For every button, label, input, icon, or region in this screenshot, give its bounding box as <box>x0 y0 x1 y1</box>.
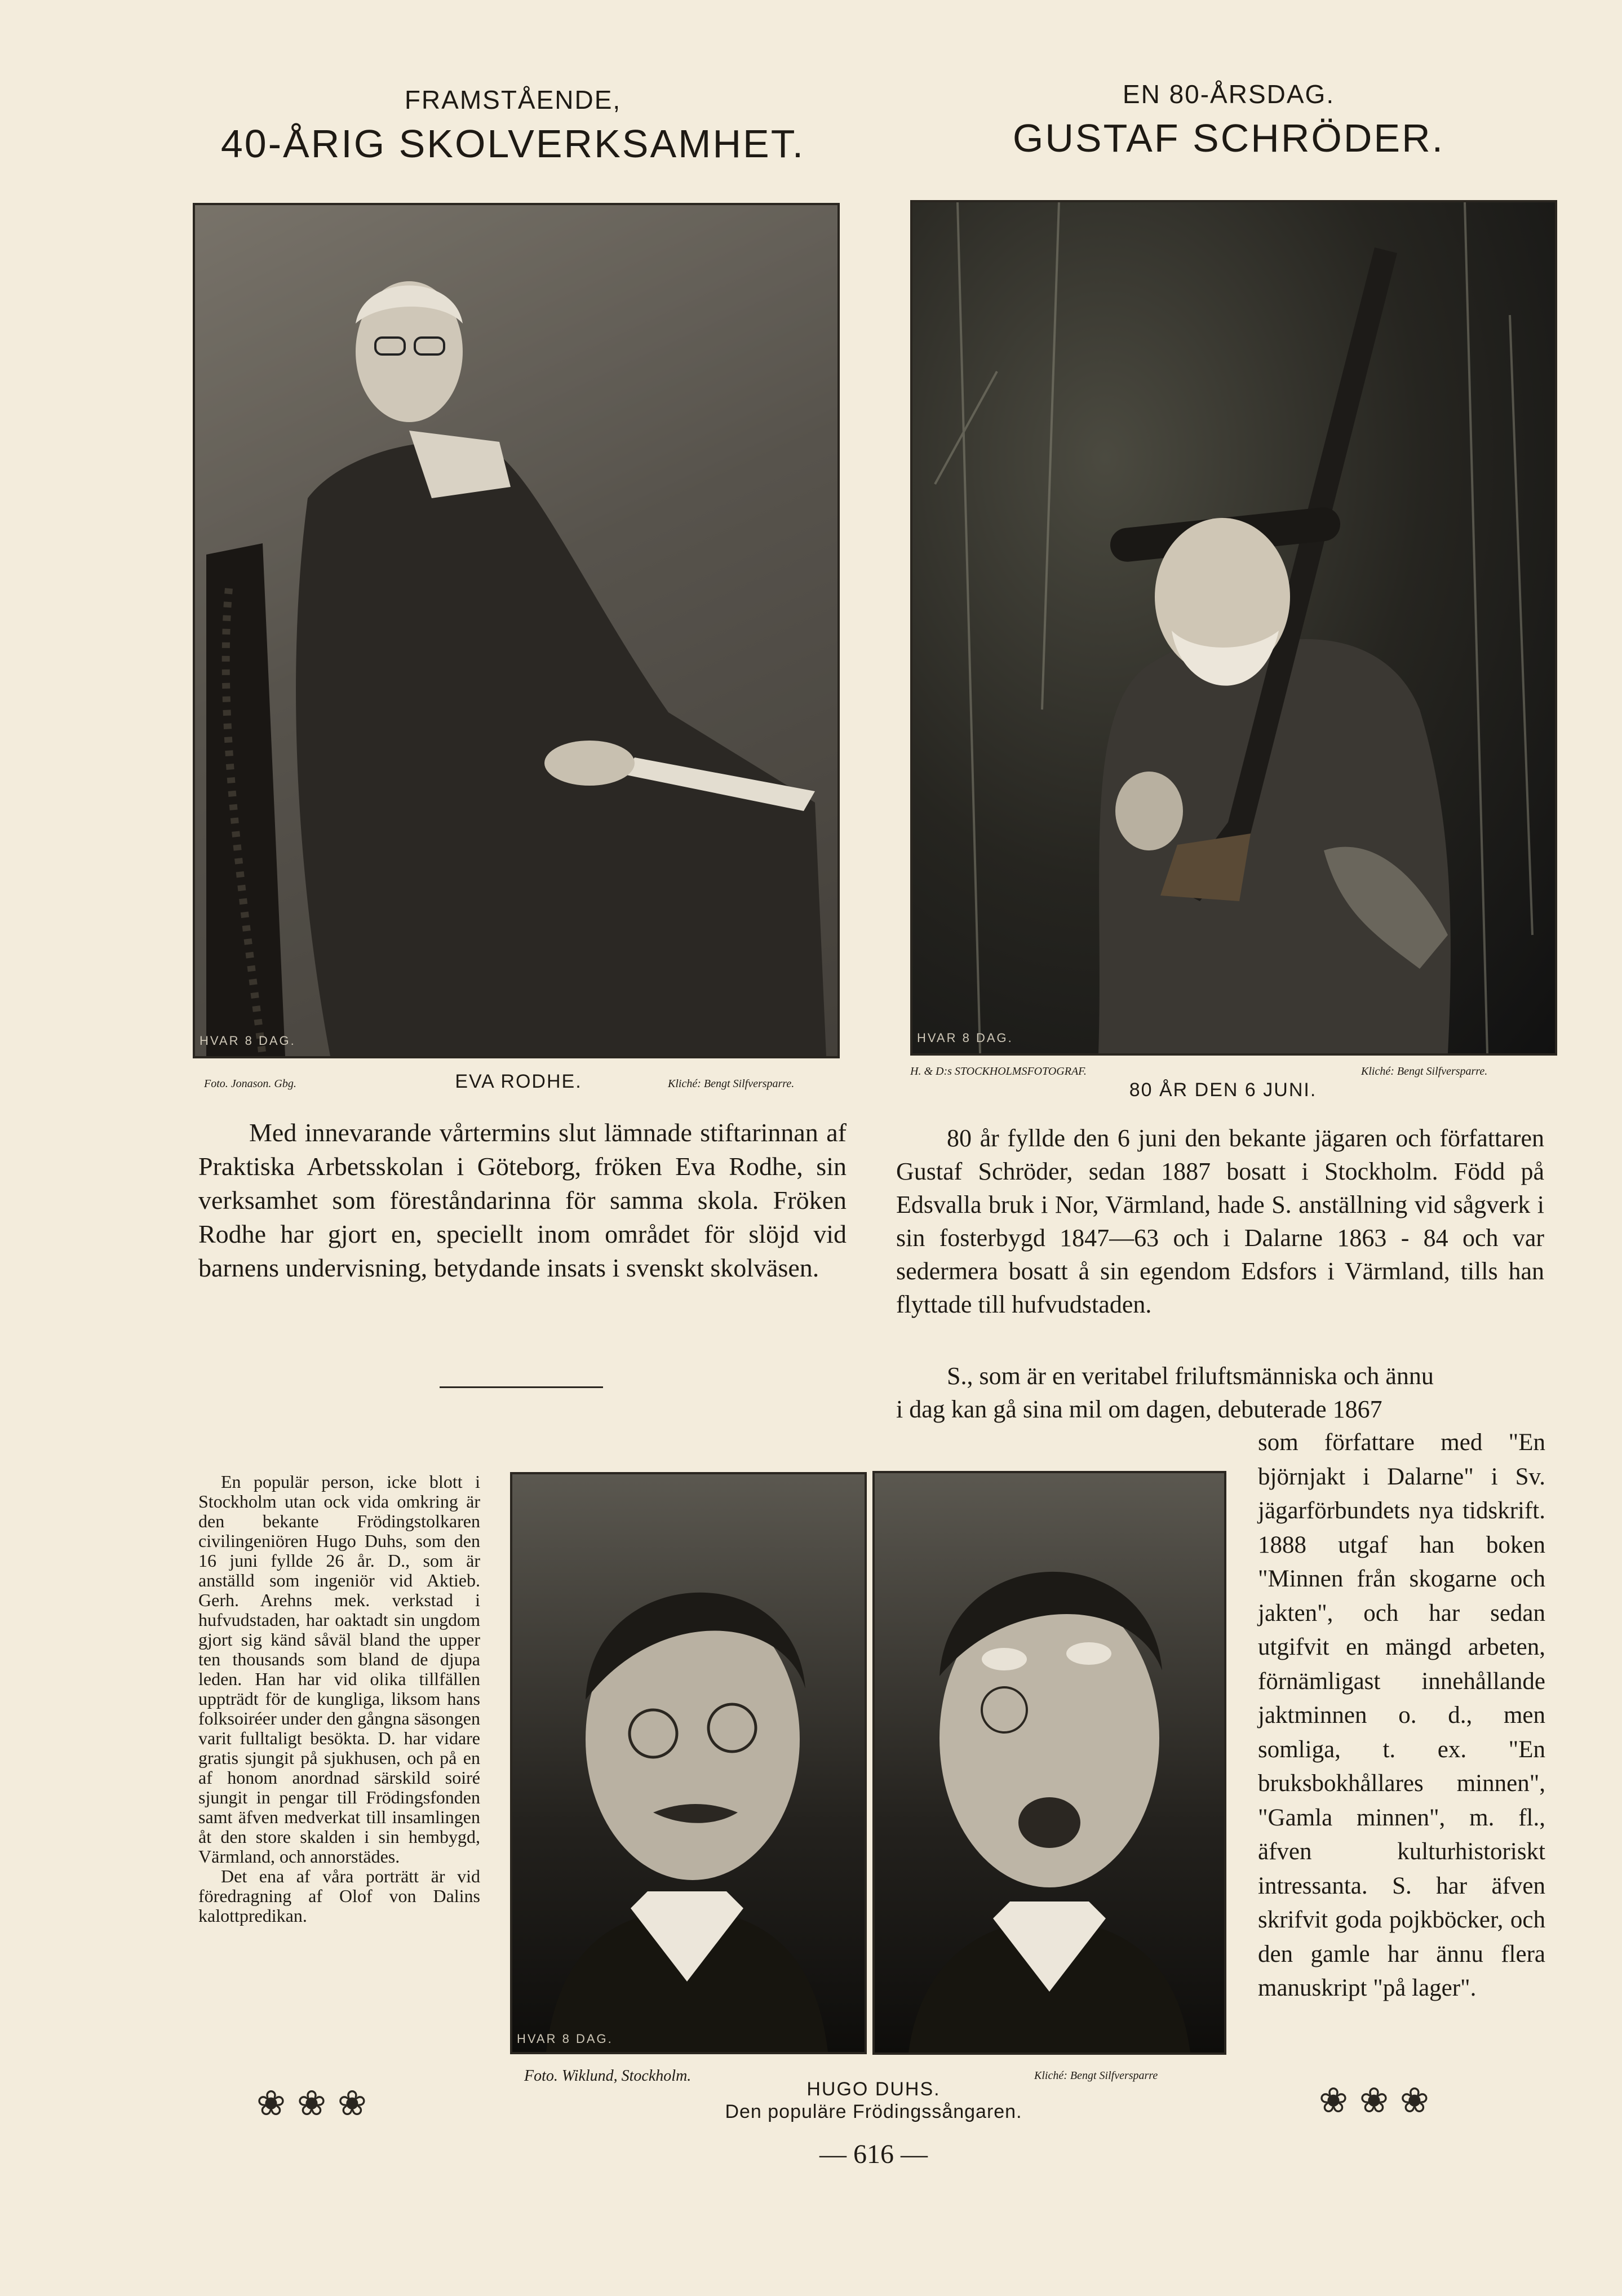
left-caption: EVA RODHE. <box>455 1071 582 1092</box>
hugo-duhs-photo-left <box>510 1472 867 2054</box>
eva-rodhe-article-text: Med innevarande vårtermins slut lämnade stiftarinnan af Praktiska Arbetsskolan i Göteborg, fröken Eva Rodhe, sin verksamhet som föreståndarinna för samma skola. Fröken Rodhe har gjort en, speciellt inom området för slöjd vid barnens undervisning, betydande insats i svenskt skolväsen. <box>198 1118 847 1282</box>
man-portrait-figure <box>512 1474 865 2052</box>
bottom-photo-credit: Foto. Wiklund, Stockholm. <box>524 2067 692 2085</box>
schroder-article-text-2-top <box>896 1359 1544 1426</box>
bottom-photo-watermark: HVAR 8 DAG. <box>517 2032 613 2046</box>
right-photo-watermark: HVAR 8 DAG. <box>917 1031 1013 1045</box>
left-photo-credit: Foto. Jonason. Gbg. <box>204 1078 296 1090</box>
schroder-line-1: S., som är en veritabel friluftsmänniska och ännu <box>947 1362 1434 1390</box>
bottom-subcaption: Den populäre Frödingssångaren. <box>725 2101 1022 2122</box>
bottom-cliche-credit: Kliché: Bengt Silfversparre <box>1034 2069 1158 2082</box>
schroder-article-text-2-rest: som författare med "En björnjakt i Dalarne" i Sv. jägarförbundets nya tidskrift. 1888 utgaf han boken "Minnen från skogarne och jakten", och har sedan utgifvit en mängd arbeten, förnämligast innehållande jaktminnen o. d., men somliga, t. ex. "En bruksbokhållares minnen", "Gamla minnen", m. fl., äfven kulturhistoriskt intressanta. S. har äfven skrifvit goda pojkböcker, och den gamle har ännu flera manuskript "på lager". <box>1258 1429 1545 2001</box>
clover-ornament-left: ❀❀❀ <box>256 2085 378 2123</box>
hugo-duhs-paragraph-1: En populär person, icke blott i Stockholm utan ock vida omkring är den bekante Frödingstolkaren civilingeniören Hugo Duhs, som den 16 juni fyllde 26 år. D., som är anställd som ingeniör vid Aktieb. Gerh. Arehns mek. verkstad i hufvudstaden, har oaktadt sin ungdom gjort sig känd såväl bland the upper ten thousands som bland de djupa leden. Han har vid olika tillfällen uppträdt för de kungliga, liksom hans folksoiréer under den gångna säsongen varit fulltaligt besökta. D. har vidare gratis sjungit på sjukhusen, och på en af honom anordnad särskild soiré sjungit in pengar till Frödingsfonden samt äfven medverkat till insamlingen åt den store skalden i sin hembygd, Värmland, och annorstädes. <box>198 1471 480 1867</box>
right-caption: 80 ÅR DEN 6 JUNI. <box>1129 1079 1317 1101</box>
left-headline: 40-ÅRIG SKOLVERKSAMHET. <box>220 122 805 166</box>
gustaf-schroder-photo <box>910 200 1557 1056</box>
man-singing-portrait-figure <box>875 1473 1224 2053</box>
eva-rodhe-photo <box>193 203 840 1058</box>
clover-ornament-right: ❀❀❀ <box>1319 2082 1441 2120</box>
left-kicker: FRAMSTÅENDE, <box>404 85 622 114</box>
left-photo-watermark: HVAR 8 DAG. <box>200 1034 296 1048</box>
seated-woman-figure <box>195 205 837 1056</box>
left-cliche-credit: Kliché: Bengt Silfversparre. <box>668 1078 795 1090</box>
section-divider <box>440 1386 603 1388</box>
right-photo-credit: H. & D:s STOCKHOLMSFOTOGRAF. <box>910 1065 1087 1078</box>
right-headline: GUSTAF SCHRÖDER. <box>1012 116 1445 160</box>
right-kicker: EN 80-ÅRSDAG. <box>1122 79 1335 109</box>
page-number: — 616 — <box>819 2139 928 2169</box>
bottom-caption: HUGO DUHS. <box>806 2078 941 2100</box>
schroder-article-text-1: 80 år fyllde den 6 juni den bekante jägaren och författaren Gustaf Schröder, sedan 1887 bosatt i Stockholm. Född på Edsvalla bruk i Nor, Värmland, hade S. anställning vid sågverk i sin fosterbygd 1847—63 och i Dalarne 1863 - 84 och var sedermera bosatt å sin egendom Edsfors i Värmland, tills han flyttade till hufvudstaden. <box>896 1124 1544 1318</box>
hugo-duhs-paragraph-2: Det ena af våra porträtt är vid föredragning af Olof von Dalins kalottpredikan. <box>198 1866 480 1926</box>
schroder-line-2: i dag kan gå sina mil om dagen, debuterade 1867 <box>896 1395 1382 1423</box>
hugo-duhs-photo-right <box>872 1471 1226 2055</box>
hugo-duhs-article-text <box>198 1472 480 1926</box>
right-cliche-credit: Kliché: Bengt Silfversparre. <box>1361 1065 1488 1078</box>
hunter-with-rifle-figure <box>912 202 1555 1053</box>
